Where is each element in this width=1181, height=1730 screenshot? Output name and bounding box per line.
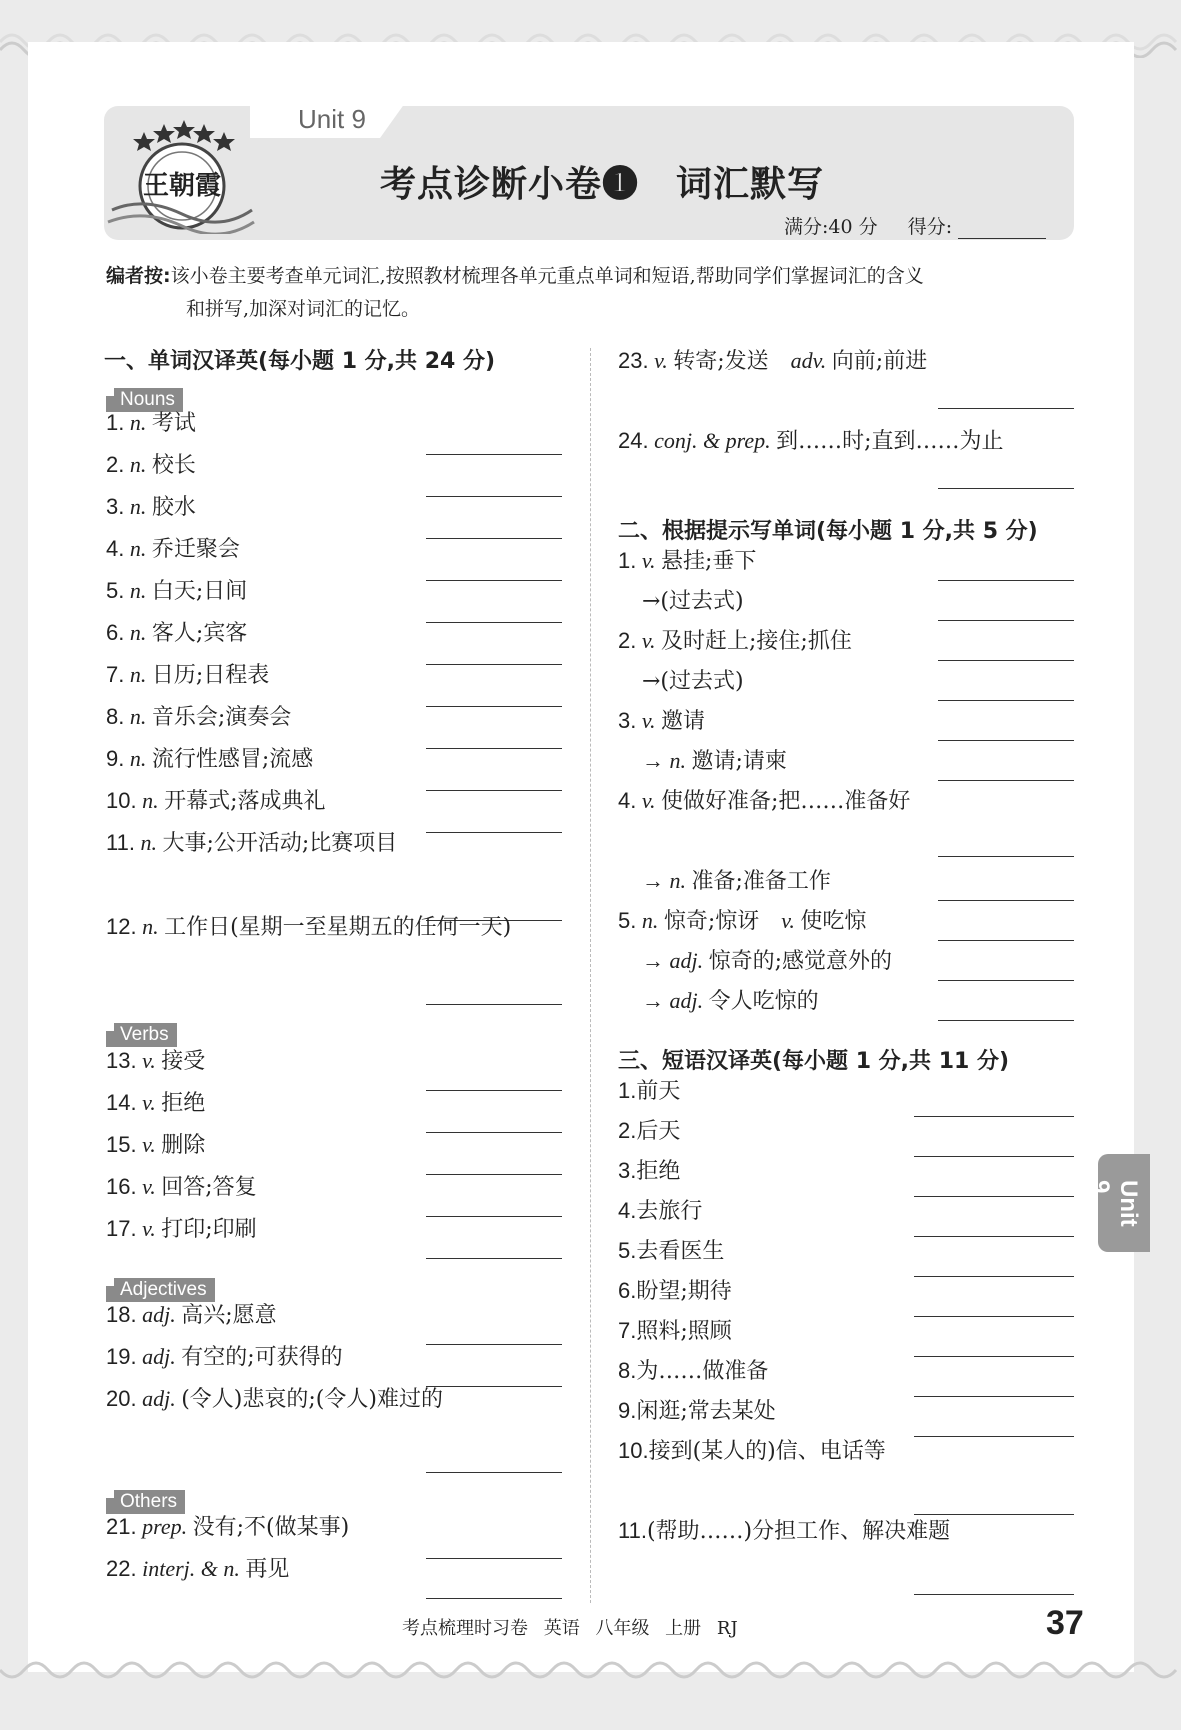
question-item <box>618 544 756 575</box>
question-number: 16. <box>106 1174 137 1199</box>
question-number: 5. <box>618 1238 637 1263</box>
question-text: 邀请 <box>661 709 706 734</box>
question-text: →(过去式) <box>642 589 744 614</box>
question-text: 再见 <box>245 1557 290 1582</box>
question-item <box>106 1170 257 1201</box>
question-number: 7. <box>106 662 125 687</box>
question-text: 胶水 <box>151 495 196 520</box>
section-3-title: 三、短语汉译英(每小题 1 分,共 11 分) <box>618 1049 1010 1074</box>
tag-verbs: Verbs <box>106 1023 177 1047</box>
question-item <box>106 448 196 479</box>
part-of-speech: adj. <box>664 988 709 1013</box>
question-number: 5. <box>618 908 637 933</box>
question-item <box>642 584 744 615</box>
question-item <box>106 658 269 689</box>
question-text: 回答;答复 <box>161 1175 257 1200</box>
question-number: 2. <box>618 628 637 653</box>
answer-blank[interactable] <box>426 664 562 665</box>
question-number: 6. <box>618 1278 637 1303</box>
question-text: 高兴;愿意 <box>181 1303 277 1328</box>
question-text: 准备;准备工作 <box>691 869 831 894</box>
score-blank[interactable] <box>958 238 1046 239</box>
question-text: 闲逛;常去某处 <box>636 1399 776 1424</box>
question-number: 2. <box>618 1118 637 1143</box>
question-text: 照料;照顾 <box>636 1319 732 1344</box>
answer-blank[interactable] <box>426 1258 562 1259</box>
part-of-speech: v. <box>136 1174 162 1199</box>
answer-blank[interactable] <box>426 832 562 833</box>
question-item <box>106 1044 205 1075</box>
section-1-title: 一、单词汉译英(每小题 1 分,共 24 分) <box>104 349 496 374</box>
publisher-logo <box>104 114 256 234</box>
question-text: 后天 <box>636 1119 681 1144</box>
question-item <box>618 1074 680 1105</box>
part-of-speech: n. <box>124 410 152 435</box>
part-of-speech: v. <box>648 348 674 373</box>
question-item <box>642 744 787 775</box>
page-title: 考点诊断小卷❶ 词汇默写 <box>380 163 825 205</box>
part-of-speech: v. <box>136 1048 162 1073</box>
answer-blank[interactable] <box>938 980 1074 981</box>
question-number: 11. <box>106 830 135 855</box>
part-of-speech: n. <box>124 536 152 561</box>
question-text: →(过去式) <box>642 669 744 694</box>
part-of-speech: n. <box>124 704 152 729</box>
question-text: 有空的;可获得的 <box>181 1345 343 1370</box>
question-item <box>106 1128 205 1159</box>
question-number: 21. <box>106 1514 137 1539</box>
question-item <box>618 1194 702 1225</box>
question-number: 3. <box>618 1158 637 1183</box>
question-number: 6. <box>106 620 125 645</box>
question-number: 15. <box>106 1132 137 1157</box>
score-line <box>784 212 1046 239</box>
question-text: 开幕式;落成典礼 <box>164 789 326 814</box>
footer-text: 考点梳理时习卷 英语 八年级 上册 RJ <box>402 1618 738 1639</box>
question-item <box>106 532 240 563</box>
question-number: 12. <box>106 914 137 939</box>
part-of-speech: n. <box>124 662 152 687</box>
answer-blank[interactable] <box>426 1174 562 1175</box>
part-of-speech: n. <box>636 908 664 933</box>
question-text: 流行性感冒;流感 <box>151 747 314 772</box>
answer-blank[interactable] <box>426 1598 562 1599</box>
part-of-speech: n. <box>124 578 152 603</box>
question-number: 10. <box>618 1438 649 1463</box>
question-number: 23. <box>618 348 649 373</box>
question-item <box>106 784 326 815</box>
question-text: 前天 <box>636 1079 681 1104</box>
question-item <box>106 1340 343 1371</box>
question-text: 转寄;发送 <box>673 349 791 374</box>
question-text: 到……时;直到……为止 <box>776 429 1004 454</box>
question-text: 拒绝 <box>161 1091 206 1116</box>
question-number: 11. <box>618 1518 647 1543</box>
question-item <box>106 1298 277 1329</box>
question-item <box>618 1314 732 1345</box>
page-number: 37 <box>1046 1604 1084 1642</box>
question-text: 接受 <box>161 1049 206 1074</box>
question-item <box>618 624 852 655</box>
question-item <box>642 944 892 975</box>
question-number: 9. <box>106 746 125 771</box>
question-text: 考试 <box>151 411 196 436</box>
question-text: 使做好准备;把……准备好 <box>661 789 911 814</box>
part-of-speech: v. <box>636 788 661 813</box>
part-of-speech: n. <box>134 830 163 855</box>
question-number: 4. <box>618 788 637 813</box>
part-of-speech: adj. <box>136 1344 182 1369</box>
question-text: 去看医生 <box>636 1239 725 1264</box>
answer-blank[interactable] <box>426 538 562 539</box>
side-unit-tab <box>1087 1154 1150 1252</box>
part-of-speech: n. <box>664 868 692 893</box>
question-item <box>618 344 927 375</box>
question-item <box>106 574 247 605</box>
part-of-speech: v. <box>636 548 661 573</box>
part-of-speech: n. <box>124 494 152 519</box>
question-number: 18. <box>106 1302 137 1327</box>
question-number: 13. <box>106 1048 137 1073</box>
question-text: 音乐会;演奏会 <box>151 705 292 730</box>
part-of-speech: v. <box>136 1132 162 1157</box>
question-number: 1. <box>618 548 637 573</box>
question-number: 3. <box>618 708 637 733</box>
question-item <box>618 1354 768 1385</box>
answer-blank[interactable] <box>914 1276 1074 1277</box>
part-of-speech: interj. & n. <box>136 1556 246 1581</box>
answer-blank[interactable] <box>938 740 1074 741</box>
answer-blank[interactable] <box>426 1132 562 1133</box>
question-text: 客人;宾客 <box>151 621 248 646</box>
part-of-speech: v. <box>636 628 661 653</box>
question-item <box>106 1510 349 1541</box>
answer-blank[interactable] <box>938 1020 1074 1021</box>
question-item <box>618 1514 950 1545</box>
question-text: 拒绝 <box>636 1159 681 1184</box>
part-of-speech: adj. <box>136 1302 182 1327</box>
answer-blank[interactable] <box>426 1386 562 1387</box>
question-number: 4. <box>618 1198 637 1223</box>
part-of-speech: n. <box>124 746 152 771</box>
full-score: 满分:40 分 <box>784 216 878 238</box>
note-label: 编者按: <box>106 265 171 287</box>
question-text: 邀请;请柬 <box>691 749 787 774</box>
question-item <box>618 1274 732 1305</box>
question-text: 及时赶上;接住;抓住 <box>661 629 852 654</box>
question-item <box>618 1234 724 1265</box>
part-of-speech: n. <box>124 620 152 645</box>
question-text: 为……做准备 <box>636 1359 769 1384</box>
answer-blank[interactable] <box>914 1436 1074 1437</box>
question-text: 乔迁聚会 <box>151 537 240 562</box>
question-number: 1. <box>106 410 125 435</box>
answer-blank[interactable] <box>938 620 1074 621</box>
question-text: 白天;日间 <box>151 579 248 604</box>
question-item <box>618 1114 680 1145</box>
question-number: 19. <box>106 1344 137 1369</box>
question-text: (帮助……)分担工作、解决难题 <box>646 1519 951 1544</box>
question-number: 1. <box>618 1078 637 1103</box>
note-text-2: 和拼写,加深对词汇的记忆。 <box>186 298 421 320</box>
question-item <box>618 1394 776 1425</box>
answer-blank[interactable] <box>426 454 562 455</box>
question-number: → <box>642 748 664 773</box>
answer-blank[interactable] <box>938 408 1074 409</box>
question-text: 大事;公开活动;比赛项目 <box>162 831 398 856</box>
tag-adjectives: Adjectives <box>106 1278 215 1302</box>
part-of-speech: n. <box>124 452 152 477</box>
part-of-speech: v. <box>781 908 801 933</box>
question-number: 9. <box>618 1398 637 1423</box>
answer-blank[interactable] <box>914 1236 1074 1237</box>
part-of-speech: adv. <box>790 348 832 373</box>
question-number: 17. <box>106 1216 137 1241</box>
question-text: 校长 <box>151 453 196 478</box>
question-item <box>106 742 313 773</box>
question-item <box>106 616 247 647</box>
question-number: 3. <box>106 494 125 519</box>
answer-blank[interactable] <box>426 748 562 749</box>
question-item <box>106 406 196 437</box>
logo-text: 王朝霞 <box>142 171 222 201</box>
answer-blank[interactable] <box>426 1004 562 1005</box>
bottom-wave-border <box>0 1660 1181 1690</box>
answer-blank[interactable] <box>938 940 1074 941</box>
question-number: → <box>642 868 664 893</box>
answer-blank[interactable] <box>426 1558 562 1559</box>
question-text: 惊奇;惊讶 <box>663 909 782 934</box>
question-item <box>618 1434 886 1465</box>
answer-blank[interactable] <box>914 1356 1074 1357</box>
question-item <box>618 704 705 735</box>
score-label: 得分: <box>907 216 953 238</box>
question-number: 7. <box>618 1318 637 1343</box>
question-item <box>642 664 744 695</box>
question-item <box>106 490 196 521</box>
question-text: 工作日(星期一至星期五的任何一天) <box>164 915 512 940</box>
question-text: 接到(某人的)信、电话等 <box>648 1439 886 1464</box>
part-of-speech: conj. & prep. <box>648 428 777 453</box>
answer-blank[interactable] <box>426 580 562 581</box>
question-item <box>618 904 866 935</box>
answer-blank[interactable] <box>914 1594 1074 1595</box>
editor-note <box>106 260 1080 326</box>
part-of-speech: n. <box>136 788 165 813</box>
question-number: 14. <box>106 1090 137 1115</box>
question-item <box>106 700 291 731</box>
question-text: 盼望;期待 <box>636 1279 732 1304</box>
side-unit-label: Unit 9 <box>1087 1180 1142 1227</box>
question-number: 2. <box>106 452 125 477</box>
question-text: 使吃惊 <box>800 909 867 934</box>
question-text: 打印;印刷 <box>161 1217 257 1242</box>
question-text: 惊奇的;感觉意外的 <box>708 949 893 974</box>
note-text: 该小卷主要考查单元词汇,按照教材梳理各单元重点单词和短语,帮助同学们掌握词汇的含义 <box>170 265 924 287</box>
question-item <box>618 784 910 815</box>
question-number: 5. <box>106 578 125 603</box>
tag-nouns: Nouns <box>106 388 183 412</box>
question-item <box>618 424 1004 455</box>
answer-blank[interactable] <box>938 580 1074 581</box>
question-item <box>106 1552 289 1583</box>
question-text: 悬挂;垂下 <box>661 549 757 574</box>
answer-blank[interactable] <box>426 622 562 623</box>
answer-blank[interactable] <box>938 700 1074 701</box>
answer-blank[interactable] <box>938 900 1074 901</box>
question-number: 8. <box>618 1358 637 1383</box>
part-of-speech: adj. <box>664 948 709 973</box>
question-number: → <box>642 948 664 973</box>
column-divider <box>590 348 591 1603</box>
answer-blank[interactable] <box>914 1156 1074 1157</box>
part-of-speech: v. <box>636 708 661 733</box>
answer-blank[interactable] <box>938 856 1074 857</box>
answer-blank[interactable] <box>914 1396 1074 1397</box>
answer-blank[interactable] <box>938 660 1074 661</box>
question-item <box>618 1154 680 1185</box>
answer-blank[interactable] <box>938 780 1074 781</box>
question-item <box>642 864 831 895</box>
answer-blank[interactable] <box>914 1196 1074 1197</box>
part-of-speech: v. <box>136 1216 162 1241</box>
answer-blank[interactable] <box>426 1090 562 1091</box>
part-of-speech: prep. <box>136 1514 193 1539</box>
question-text: (令人)悲哀的;(令人)难过的 <box>181 1387 443 1412</box>
question-text: 没有;不(做某事) <box>192 1515 350 1540</box>
question-item <box>106 910 511 941</box>
question-item <box>106 1212 257 1243</box>
question-item <box>106 826 397 857</box>
question-number: 4. <box>106 536 125 561</box>
unit-label: Unit 9 <box>298 104 366 134</box>
answer-blank[interactable] <box>426 1216 562 1217</box>
answer-blank[interactable] <box>914 1116 1074 1117</box>
answer-blank[interactable] <box>914 1316 1074 1317</box>
answer-blank[interactable] <box>426 706 562 707</box>
question-number: 24. <box>618 428 649 453</box>
question-number: 22. <box>106 1556 137 1581</box>
question-text: 日历;日程表 <box>151 663 270 688</box>
question-number: 10. <box>106 788 137 813</box>
question-text: 向前;前进 <box>831 349 928 374</box>
question-item <box>642 984 819 1015</box>
question-item <box>106 1086 205 1117</box>
question-number: 8. <box>106 704 125 729</box>
part-of-speech: n. <box>136 914 165 939</box>
question-item <box>106 1382 443 1413</box>
answer-blank[interactable] <box>426 1344 562 1345</box>
question-text: 去旅行 <box>636 1199 703 1224</box>
answer-blank[interactable] <box>938 488 1074 489</box>
answer-blank[interactable] <box>426 496 562 497</box>
question-text: 删除 <box>161 1133 206 1158</box>
part-of-speech: v. <box>136 1090 162 1115</box>
section-2-title: 二、根据提示写单词(每小题 1 分,共 5 分) <box>618 519 1038 544</box>
question-number: → <box>642 988 664 1013</box>
tag-others: Others <box>106 1490 185 1514</box>
part-of-speech: adj. <box>136 1386 182 1411</box>
part-of-speech: n. <box>664 748 692 773</box>
question-number: 20. <box>106 1386 137 1411</box>
question-text: 令人吃惊的 <box>708 989 819 1014</box>
answer-blank[interactable] <box>426 1472 562 1473</box>
answer-blank[interactable] <box>426 790 562 791</box>
